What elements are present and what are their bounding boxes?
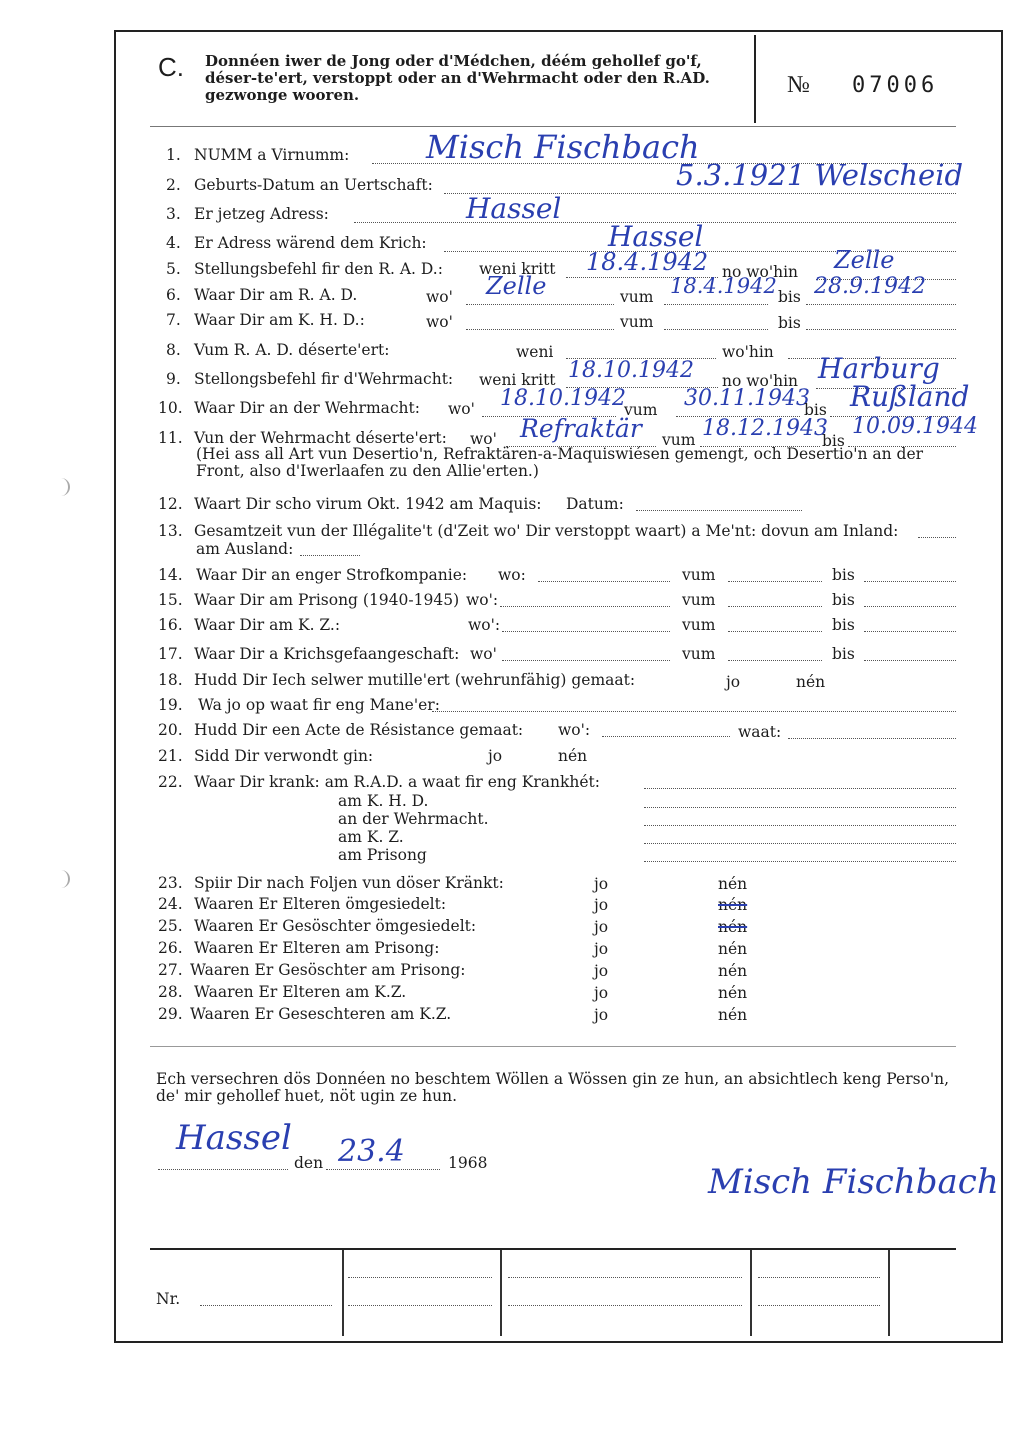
- field-line: [918, 536, 956, 538]
- nen-label: nén: [718, 984, 748, 1002]
- row-number: 22.: [158, 773, 183, 791]
- place-line: [158, 1168, 288, 1170]
- field-sick-sub: am K. Z.: [338, 828, 404, 846]
- jo-label: jo: [594, 896, 609, 914]
- row-number: 25.: [158, 917, 183, 935]
- row-number: 8.: [166, 341, 181, 359]
- hw-war-address: Hassel: [608, 220, 704, 253]
- jo-label: jo: [594, 875, 609, 893]
- jo-label: jo: [594, 1006, 609, 1024]
- wo-label: wo': [426, 313, 453, 331]
- field-line: [788, 737, 956, 739]
- hw-desert-where: Refraktär: [520, 414, 642, 443]
- field-maneer-label: Wa jo op waat fir eng Mane'er:: [198, 696, 440, 714]
- field-line: [432, 710, 956, 712]
- table-column-divider: [500, 1250, 502, 1336]
- wo-label: wo':: [468, 616, 501, 634]
- field-wounded-label: Sidd Dir verwondt gin:: [194, 747, 374, 765]
- field-line: [508, 1304, 742, 1306]
- table-column-divider: [342, 1250, 344, 1336]
- row-number: 19.: [158, 696, 183, 714]
- field-sick-sub: am K. H. D.: [338, 792, 429, 810]
- row-number: 9.: [166, 370, 181, 388]
- row-number: 3.: [166, 205, 181, 223]
- row-number: 7.: [166, 311, 181, 329]
- field-line: [664, 303, 768, 305]
- row-number: 6.: [166, 286, 181, 304]
- field-resistance-label: Hudd Dir een Acte de Résistance gemaat:: [194, 721, 524, 739]
- field-line: [636, 509, 802, 511]
- section-divider: [150, 1046, 956, 1047]
- row-number: 5.: [166, 260, 181, 278]
- row-number: 29.: [158, 1005, 183, 1023]
- field-line: [806, 328, 956, 330]
- field-line: [728, 659, 822, 661]
- field-line: [538, 580, 670, 582]
- wo-label: wo:: [498, 566, 526, 584]
- year-label: 1968: [448, 1154, 488, 1172]
- vum-label: vum: [620, 288, 654, 306]
- hw-desert-to: 10.09.1944: [852, 414, 978, 439]
- hw-wm-to: Rußland: [850, 380, 970, 413]
- bis-label: bis: [832, 645, 855, 663]
- field-line: [644, 787, 956, 789]
- table-column-divider: [888, 1250, 890, 1336]
- field-line: [758, 1276, 880, 1278]
- row-number: 24.: [158, 895, 183, 913]
- field-siblings-resettled-label: Waaren Er Gesöschter ömgesiedelt:: [194, 917, 477, 935]
- field-line: [728, 580, 822, 582]
- field-line: [728, 630, 822, 632]
- field-line: [348, 1304, 492, 1306]
- jo-label: jo: [594, 984, 609, 1002]
- row-number: 18.: [158, 671, 183, 689]
- bis-label: bis: [832, 616, 855, 634]
- row-number: 10.: [158, 399, 183, 417]
- bis-label: bis: [778, 288, 801, 306]
- field-line: [864, 580, 956, 582]
- field-line: [502, 630, 670, 632]
- field-line: [508, 1276, 742, 1278]
- jo-label: jo: [726, 673, 741, 691]
- row-number: 26.: [158, 939, 183, 957]
- number-sign: №: [787, 72, 810, 98]
- field-siblings-prison-label: Waaren Er Gesöschter am Prisong:: [190, 961, 466, 979]
- row-number: 11.: [158, 429, 183, 447]
- bis-label: bis: [804, 401, 827, 419]
- jo-label: jo: [594, 962, 609, 980]
- row-number: 4.: [166, 234, 181, 252]
- field-wm-label: Waar Dir an der Wehrmacht:: [194, 399, 420, 417]
- field-illegal-abroad-label: am Ausland:: [196, 540, 294, 558]
- hw-birth: 5.3.1921 Welscheid: [676, 158, 964, 192]
- field-line: [664, 328, 768, 330]
- field-sick-sub: an der Wehrmacht.: [338, 810, 489, 828]
- hw-rad-from: 18.4.1942: [670, 274, 777, 298]
- field-pow-label: Waar Dir a Krichsgefaangeschaft:: [194, 645, 460, 663]
- field-line: [200, 1304, 332, 1306]
- field-consequence-label: Spiir Dir nach Foljen vun döser Kränkt:: [194, 874, 504, 892]
- hw-address: Hassel: [466, 192, 562, 225]
- field-khd-label: Waar Dir am K. H. D.:: [194, 311, 365, 329]
- hw-wm-order-place: Harburg: [818, 352, 940, 385]
- vum-label: vum: [620, 313, 654, 331]
- nen-label: nén: [558, 747, 588, 765]
- field-line: [602, 735, 730, 737]
- row-number: 20.: [158, 721, 183, 739]
- field-mutille-label: Hudd Dir Iech selwer mutille'ert (wehrunfähig) gemaat:: [194, 671, 636, 689]
- field-line: [806, 303, 956, 305]
- field-line: [644, 824, 956, 826]
- vum-label: vum: [682, 566, 716, 584]
- hw-wm-order-date: 18.10.1942: [568, 358, 694, 383]
- waat-label: waat:: [738, 723, 782, 741]
- row-number: 16.: [158, 616, 183, 634]
- hw-rad-to: 28.9.1942: [814, 274, 926, 299]
- field-illegal-label: Gesamtzeit vun der Illégalite't (d'Zeit wo' Dir verstoppt waart) a Me'nt: dovun am Inland:: [194, 522, 899, 540]
- field-name-label: NUMM a Virnumm:: [194, 146, 350, 164]
- wohin-label: wo'hin: [722, 343, 774, 361]
- nen-label: nén: [796, 673, 826, 691]
- wohin-label: no wo'hin: [722, 263, 799, 281]
- hw-wm-where: 18.10.1942: [500, 386, 626, 411]
- row-number: 2.: [166, 176, 181, 194]
- nen-label: nén: [718, 940, 748, 958]
- field-wm-order-label: Stellongsbefehl fir d'Wehrmacht:: [194, 370, 454, 388]
- wo-label: wo':: [466, 591, 499, 609]
- field-war-address-label: Er Adress wärend dem Krich:: [194, 234, 427, 252]
- bis-label: bis: [832, 566, 855, 584]
- office-table: [150, 1248, 956, 1338]
- declaration-text: Ech versechren dös Donnéen no beschtem Wöllen a Wössen gin ze hun, an absichtlech keng Perso'n, de' mir gehollef huet, nöt ugin ze hun.: [156, 1070, 950, 1105]
- hw-place: Hassel: [176, 1118, 292, 1158]
- bis-label: bis: [778, 314, 801, 332]
- weni-label: weni: [516, 343, 554, 361]
- nen-label: nén: [718, 962, 748, 980]
- field-rad-label: Waar Dir am R. A. D.: [194, 286, 358, 304]
- field-prisong-label: Waar Dir am Prisong (1940-1945): [194, 591, 460, 609]
- row-number: 13.: [158, 522, 183, 540]
- row-number: 15.: [158, 591, 183, 609]
- section-letter: C.: [158, 52, 184, 82]
- field-line: [466, 328, 614, 330]
- field-siblings-kz-label: Waaren Er Geseschteren am K.Z.: [190, 1005, 452, 1023]
- vum-label: vum: [682, 645, 716, 663]
- wohin-label: no wo'hin: [722, 372, 799, 390]
- vum-label: vum: [662, 431, 696, 449]
- hw-wm-from: 30.11.1943: [684, 386, 810, 411]
- field-line: [864, 605, 956, 607]
- punch-hole: [58, 870, 70, 888]
- row-number: 23.: [158, 874, 183, 892]
- field-line: [500, 605, 670, 607]
- header-text: Donnéen iwer de Jong oder d'Médchen, déém gehollef go'f, déser-te'ert, verstoppt oder an d'Wehrmacht oder den R.AD. gezwonge wooren.: [205, 52, 710, 104]
- wo-label: wo': [448, 400, 475, 418]
- row-number: 14.: [158, 566, 183, 584]
- field-sick-label: Waar Dir krank: am R.A.D. a waat fir eng Krankhét:: [194, 773, 600, 791]
- field-line: [348, 1276, 492, 1278]
- row-number: 28.: [158, 983, 183, 1001]
- nen-label: nén: [718, 875, 748, 893]
- hw-desert-from: 18.12.1943: [702, 416, 828, 441]
- field-line: [300, 554, 360, 556]
- table-column-divider: [750, 1250, 752, 1336]
- row-number: 12.: [158, 495, 183, 513]
- nen-label: nén: [718, 896, 748, 914]
- hw-name: Misch Fischbach: [426, 128, 700, 166]
- field-kz-label: Waar Dir am K. Z.:: [194, 616, 341, 634]
- field-parents-kz-label: Waaren Er Elteren am K.Z.: [194, 983, 407, 1001]
- signature: Misch Fischbach: [708, 1162, 999, 1202]
- header-rule: [150, 126, 956, 127]
- form-number: 07006: [852, 73, 939, 98]
- header-divider: [754, 35, 756, 123]
- field-rad-desert-label: Vum R. A. D. déserte'ert:: [194, 341, 390, 359]
- vum-label: vum: [624, 401, 658, 419]
- weni-label: weni kritt: [479, 260, 556, 278]
- field-desert-label: Vun der Wehrmacht déserte'ert:: [194, 429, 447, 447]
- wo-label: wo': [426, 288, 453, 306]
- field-address-label: Er jetzeg Adress:: [194, 205, 329, 223]
- weni-label: weni kritt: [479, 371, 556, 389]
- wo-label: wo': [470, 645, 497, 663]
- field-line: [644, 806, 956, 808]
- field-maquis-label: Waart Dir scho virum Okt. 1942 am Maquis:: [194, 495, 542, 513]
- field-birth-label: Geburts-Datum an Uertschaft:: [194, 176, 433, 194]
- row-number: 21.: [158, 747, 183, 765]
- field-parents-prison-label: Waaren Er Elteren am Prisong:: [194, 939, 440, 957]
- jo-label: jo: [594, 940, 609, 958]
- field-line: [644, 860, 956, 862]
- vum-label: vum: [682, 591, 716, 609]
- bis-label: bis: [832, 591, 855, 609]
- bis-label: bis: [822, 432, 845, 450]
- field-line: [758, 1304, 880, 1306]
- den-label: den: [294, 1154, 324, 1172]
- row-number: 17.: [158, 645, 183, 663]
- row-number: 1.: [166, 146, 181, 164]
- field-11-note: (Hei ass all Art vun Desertio'n, Refraktären-a-Maquiswiésen gemengt, och Desertio'n an der Front, also d'Iwerlaafen zu den Allie'erten.): [196, 445, 924, 480]
- row-number: 27.: [158, 961, 183, 979]
- field-line: [864, 659, 956, 661]
- vum-label: vum: [682, 616, 716, 634]
- jo-label: jo: [488, 747, 503, 765]
- hw-date: 23.4: [338, 1134, 405, 1169]
- hw-rad-order-place: Zelle: [834, 246, 895, 274]
- datum-label: Datum:: [566, 495, 624, 513]
- field-line: [728, 605, 822, 607]
- wo-label: wo':: [558, 721, 591, 739]
- jo-label: jo: [594, 918, 609, 936]
- field-line: [644, 842, 956, 844]
- field-line: [502, 659, 670, 661]
- nen-label: nén: [718, 918, 748, 936]
- field-line: [466, 303, 614, 305]
- punch-hole: [58, 478, 70, 496]
- table-nr-label: Nr.: [156, 1290, 181, 1308]
- hw-rad-order-date: 18.4.1942: [586, 248, 709, 276]
- field-strof-label: Waar Dir an enger Strofkompanie:: [196, 566, 468, 584]
- field-sick-sub: am Prisong: [338, 846, 427, 864]
- hw-rad-where: Zelle: [486, 272, 547, 300]
- field-line: [864, 630, 956, 632]
- field-rad-order-label: Stellungsbefehl fir den R. A. D.:: [194, 260, 443, 278]
- field-parents-resettled-label: Waaren Er Elteren ömgesiedelt:: [194, 895, 447, 913]
- nen-label: nén: [718, 1006, 748, 1024]
- wo-label: wo': [470, 430, 497, 448]
